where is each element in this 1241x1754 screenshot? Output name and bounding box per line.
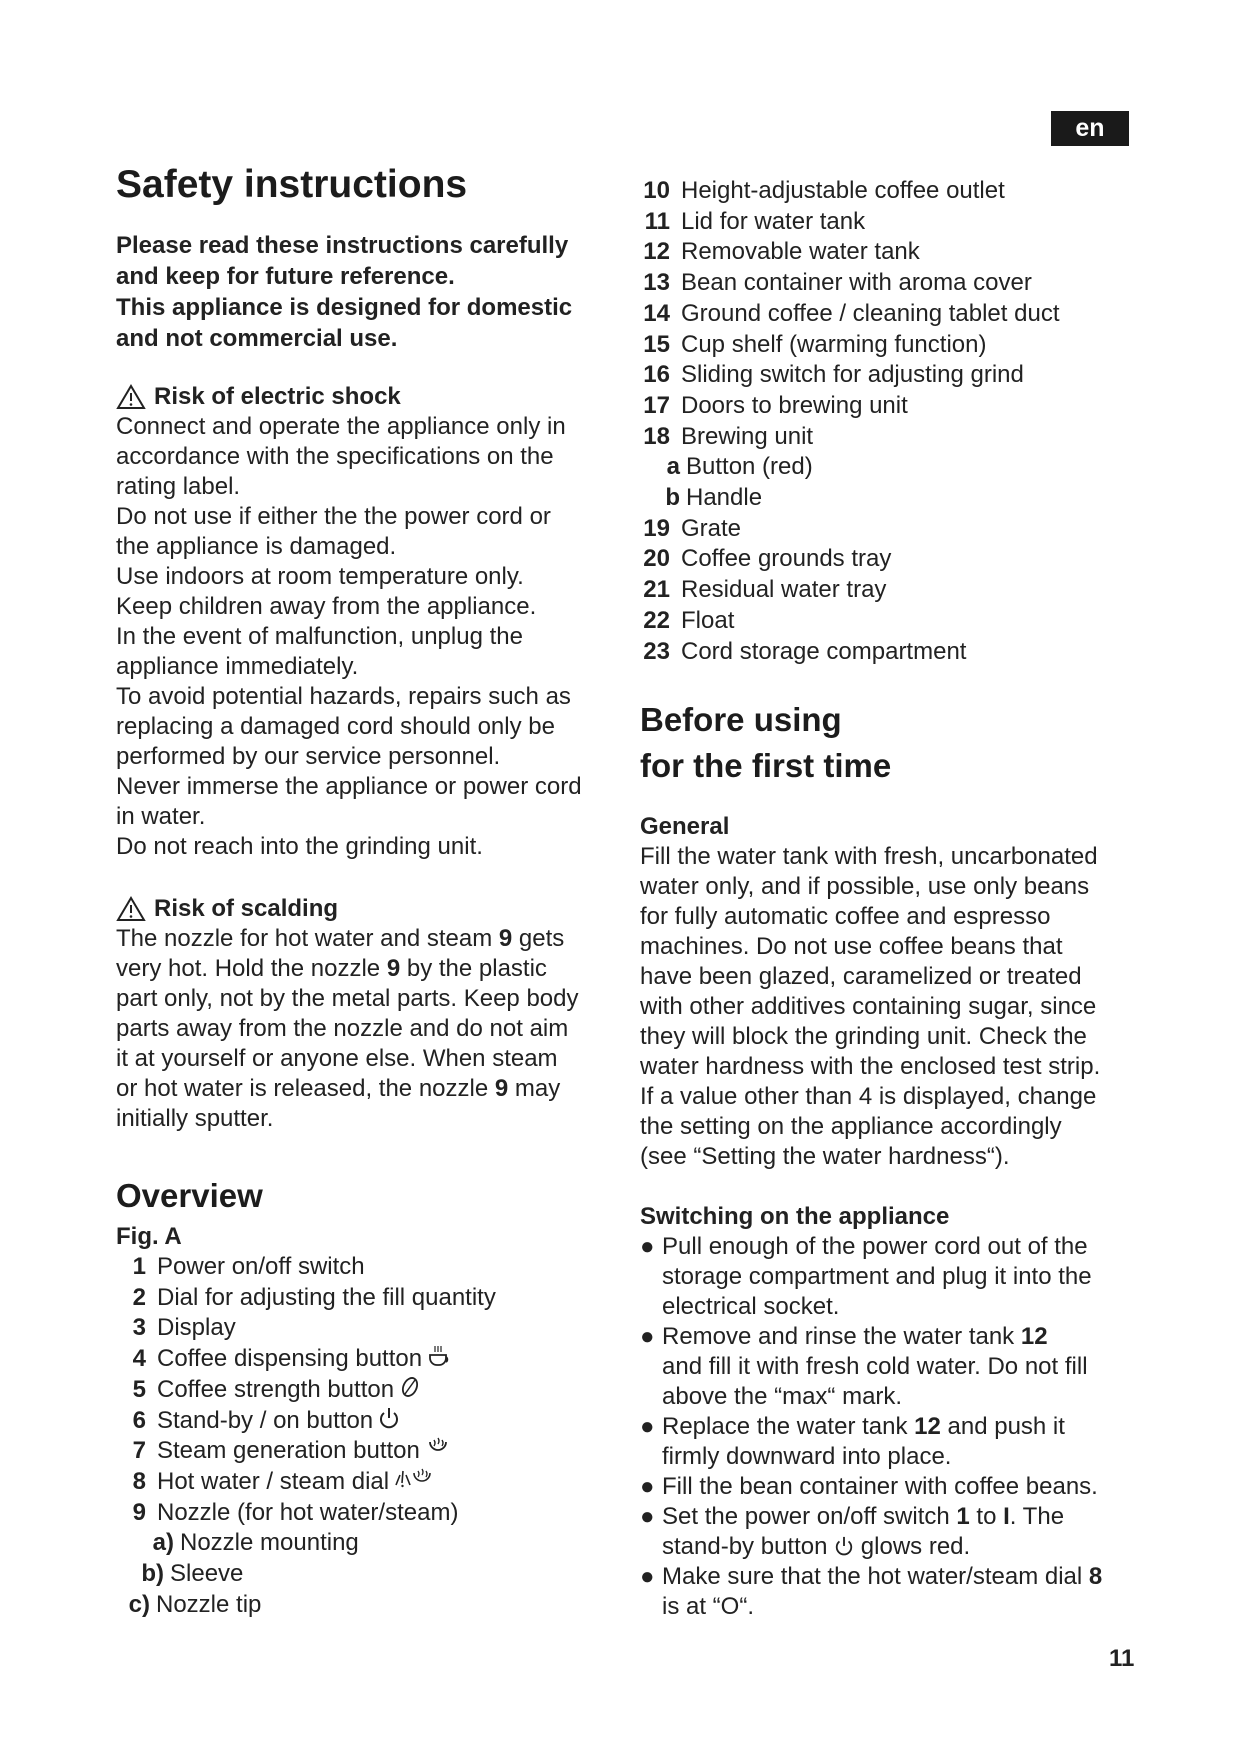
shock-line: Connect and operate the appliance only in [116,413,566,440]
page-number: 11 [1109,1645,1135,1672]
scald-line: initially sputter. [116,1105,274,1132]
switch-bullets [640,1232,1140,1622]
list-item: 2 Dial for adjusting the fill quantity [132,1283,496,1311]
lead-line: and keep for future reference. [116,263,455,290]
general-line: (see “Setting the water hardness“). [640,1143,1010,1171]
scald-section [116,893,616,1134]
general-line: they will block the grinding unit. Check the [640,1023,1087,1051]
before-section [640,697,1140,1622]
shock-line: In the event of malfunction, unplug the [116,623,523,650]
general-line: water hardness with the enclosed test strip. [640,1053,1101,1081]
coffee-cup-icon [427,1344,453,1368]
left-column [116,160,616,1620]
power-icon [378,1406,400,1430]
scald-line: very hot. Hold the nozzle 9 by the plastic [116,955,547,982]
list-item: 10 Height-adjustable coffee outlet [643,177,1005,204]
general-text [640,842,1140,1172]
scald-heading-text: Risk of scalding [154,895,339,922]
list-item: 8 Hot water / steam dial [116,1467,616,1498]
power-icon [834,1535,854,1557]
general-line: machines. Do not use coffee beans that [640,933,1063,961]
list-item: ● Fill the bean container with coffee beans. [640,1473,1098,1501]
lead-line: and not commercial use. [116,325,398,352]
general-line: If a value other than 4 is displayed, change [640,1083,1097,1111]
lead-line: This appliance is designed for domestic [116,294,573,321]
shock-line: Never immerse the appliance or power cord [116,773,582,800]
list-item: 12 Removable water tank [643,238,920,266]
general-heading: General [640,813,730,841]
list-item: 23 Cord storage compartment [643,637,967,665]
list-item: ● Set the power on/off switch 1 to I. The stand-by button glows red. [640,1503,1065,1561]
scald-line: The nozzle for hot water and steam 9 gets [116,925,565,952]
shock-line: To avoid potential hazards, repairs such as [116,683,571,710]
scald-line: or hot water is released, the nozzle 9 may [116,1075,561,1102]
steam-icon [425,1436,451,1460]
scald-line: it at yourself or anyone else. When steam [116,1045,558,1072]
overview-title: Overview [116,1177,263,1214]
list-item: a) Nozzle mounting [152,1529,359,1557]
general-line: with other additives containing sugar, since [640,993,1097,1021]
list-item: 11 Lid for water tank [644,207,866,235]
list-item: 19 Grate [643,514,742,542]
list-item: 13 Bean container with aroma cover [643,269,1032,297]
switch-heading: Switching on the appliance [640,1203,950,1231]
coffee-bean-icon [399,1375,421,1399]
list-item: ● Pull enough of the power cord out of the storage compartment and plug it into the electrical socket. [640,1233,1092,1321]
list-item: b Handle [665,484,763,512]
shock-line: accordance with the specifications on the [116,443,554,470]
shock-line: the appliance is damaged. [116,533,397,560]
list-item: 15 Cup shelf (warming function) [643,330,987,358]
safety-title: Safety instructions [116,163,468,206]
shock-line: Do not use if either the the power cord or [116,503,551,530]
language-tab: en [1051,111,1129,146]
scald-line: parts away from the nozzle and do not aim [116,1015,569,1042]
list-item: 6 Stand-by / on button [116,1406,616,1437]
list-item: 18 Brewing unit [643,422,814,450]
lead-line: Please read these instructions carefully [116,232,569,259]
shock-line: in water. [116,803,206,830]
general-line: Fill the water tank with fresh, uncarbonated [640,843,1098,871]
list-item: 1 Power on/off switch [132,1253,365,1280]
parts-list [640,176,1140,667]
shock-line: Keep children away from the appliance. [116,593,537,620]
scald-heading [116,893,616,924]
shock-line: appliance immediately. [116,653,359,680]
list-item: 16 Sliding switch for adjusting grind [643,361,1024,389]
list-item: 21 Residual water tray [643,576,887,604]
list-item: 20 Coffee grounds tray [643,545,892,573]
list-item: b) Sleeve [141,1560,244,1588]
overview-section [116,1176,616,1620]
shock-heading-text: Risk of electric shock [154,383,401,410]
warning-icon [116,896,146,922]
list-item: ● Make sure that the hot water/steam dial 8 is at “O“. [640,1563,1103,1621]
safety-lead [116,230,616,354]
list-item: 3 Display [132,1314,236,1342]
shock-line: Use indoors at room temperature only. [116,563,524,590]
overview-list [116,1252,616,1620]
right-column [640,176,1140,1622]
list-item: 4 Coffee dispensing button [116,1344,616,1375]
list-item: 7 Steam generation button [116,1436,616,1467]
list-item: 9 Nozzle (for hot water/steam) [132,1498,459,1526]
shock-line: replacing a damaged cord should only be [116,713,555,740]
list-item: 5 Coffee strength button [116,1375,616,1406]
warning-icon [116,384,146,410]
shock-line: performed by our service personnel. [116,743,501,770]
list-item: ● Replace the water tank 12 and push it firmly downward into place. [640,1413,1065,1471]
shock-heading [116,381,616,412]
list-item: c) Nozzle tip [128,1590,262,1618]
list-item: a Button (red) [666,453,813,481]
shock-line: rating label. [116,473,241,500]
scald-line: part only, not by the metal parts. Keep body [116,985,579,1012]
hot-water-steam-icon [394,1467,434,1491]
general-line: have been glazed, caramelized or treated [640,963,1082,991]
before-title: Before using for the first time [640,701,892,785]
fig-label: Fig. A [116,1223,182,1250]
list-item: 22 Float [643,606,735,634]
list-item: 14 Ground coffee / cleaning tablet duct [643,299,1060,327]
general-line: the setting on the appliance accordingly [640,1113,1062,1141]
list-item: 17 Doors to brewing unit [643,391,908,419]
shock-line: Do not reach into the grinding unit. [116,833,483,860]
list-item: ● Remove and rinse the water tank 12 and fill it with fresh cold water. Do not fill above the “max“ mark. [640,1323,1088,1411]
shock-section [116,381,616,862]
general-line: for fully automatic coffee and espresso [640,903,1051,931]
general-line: water only, and if possible, use only beans [640,873,1090,901]
